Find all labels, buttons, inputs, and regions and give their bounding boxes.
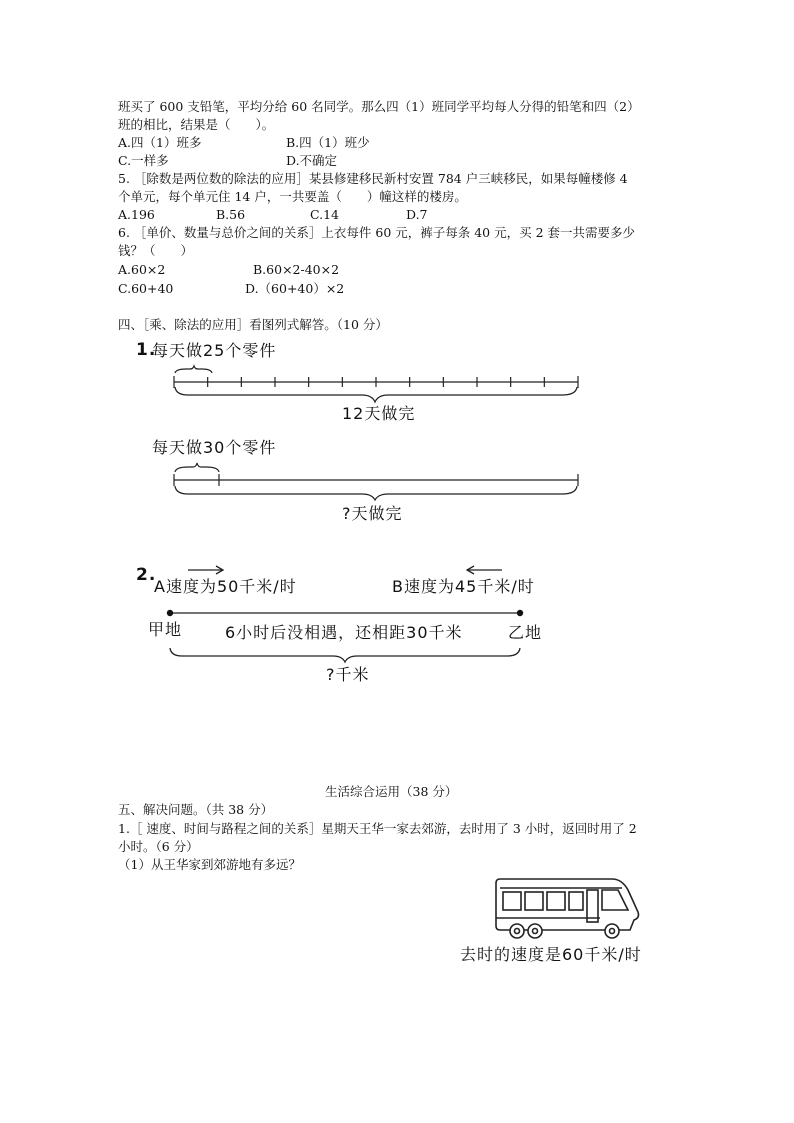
fig1-number: 1. <box>136 340 157 360</box>
q5-option-b: B.56 <box>216 207 246 222</box>
q5-option-c: C.14 <box>310 207 339 222</box>
fig1-label-per-day: 每天做25个零件 <box>152 341 277 360</box>
q5-text-line2: 个单元，每个单元住 14 户，一共要盖（ ）幢这样的楼房。 <box>118 189 467 204</box>
q6-option-a: A.60×2 <box>118 262 166 277</box>
fig2-distance-line <box>170 566 520 662</box>
fig1-segment-bar-2 <box>174 463 578 500</box>
q4-text-line1: 班买了 600 支铅笔，平均分给 60 名同学。那么四（1）班同学平均每人分得的铅笔和四（2） <box>118 99 640 114</box>
q6-option-c: C.60+40 <box>118 281 174 296</box>
section4-heading: 四、［乘、除法的应用］看图列式解答。（10 分） <box>118 317 388 332</box>
fig1-label-unknown-days: ?天做完 <box>342 504 403 523</box>
q5-option-d: D.7 <box>406 207 428 222</box>
s5-q1-line2: 小时。（6 分） <box>118 839 199 854</box>
fig2-total-label: ?千米 <box>326 665 370 684</box>
q4-option-d: D.不确定 <box>286 153 338 168</box>
fig1-label-per-day-2: 每天做30个零件 <box>152 438 277 457</box>
fig1-label-total-days: 12天做完 <box>342 404 416 423</box>
fig2-place-b: 乙地 <box>508 623 543 642</box>
q4-option-a: A.四（1）班多 <box>118 135 202 150</box>
fig2-speed-a: A速度为50千米/时 <box>154 577 297 596</box>
q6-text-line1: 6. ［单价、数量与总价之间的关系］上衣每件 60 元，裤子每条 40 元，买 2 套一共需要多少 <box>118 225 636 240</box>
fig2-place-a: 甲地 <box>148 620 183 639</box>
q6-text-line2: 钱？（ ） <box>118 243 194 258</box>
part-title: 生活综合运用（38 分） <box>325 784 458 799</box>
q4-option-b: B.四（1）班少 <box>286 135 370 150</box>
fig2-speed-b: B速度为45千米/时 <box>392 577 535 596</box>
fig1-segment-bar-1 <box>174 366 578 402</box>
q5-option-a: A.196 <box>118 207 155 222</box>
s5-q1-line1: 1.［ 速度、时间与路程之间的关系］星期天王华一家去郊游，去时用了 3 小时，返回时用了 2 <box>118 821 637 836</box>
fig2-number: 2. <box>136 565 157 585</box>
fig2-middle-label: 6小时后没相遇，还相距30千米 <box>225 623 463 642</box>
s5-q1-subquestion-1: （1）从王华家到郊游地有多远？ <box>118 857 301 872</box>
fig2-point-b <box>517 610 523 616</box>
q4-option-c: C.一样多 <box>118 153 169 168</box>
q6-option-d: D.（60+40）×2 <box>245 281 345 296</box>
section5-heading: 五、解决问题。（共 38 分） <box>118 802 274 817</box>
fig2-point-a <box>167 610 173 616</box>
q5-text-line1: 5. ［除数是两位数的除法的应用］某县修建移民新村安置 784 户三峡移民，如果每幢楼修 4 <box>118 171 628 186</box>
q4-text-line2: 班的相比，结果是（ ）。 <box>118 117 275 132</box>
bus-icon <box>496 879 639 938</box>
q6-option-b: B.60×2-40×2 <box>253 262 340 277</box>
bus-caption: 去时的速度是60千米/时 <box>460 945 642 964</box>
